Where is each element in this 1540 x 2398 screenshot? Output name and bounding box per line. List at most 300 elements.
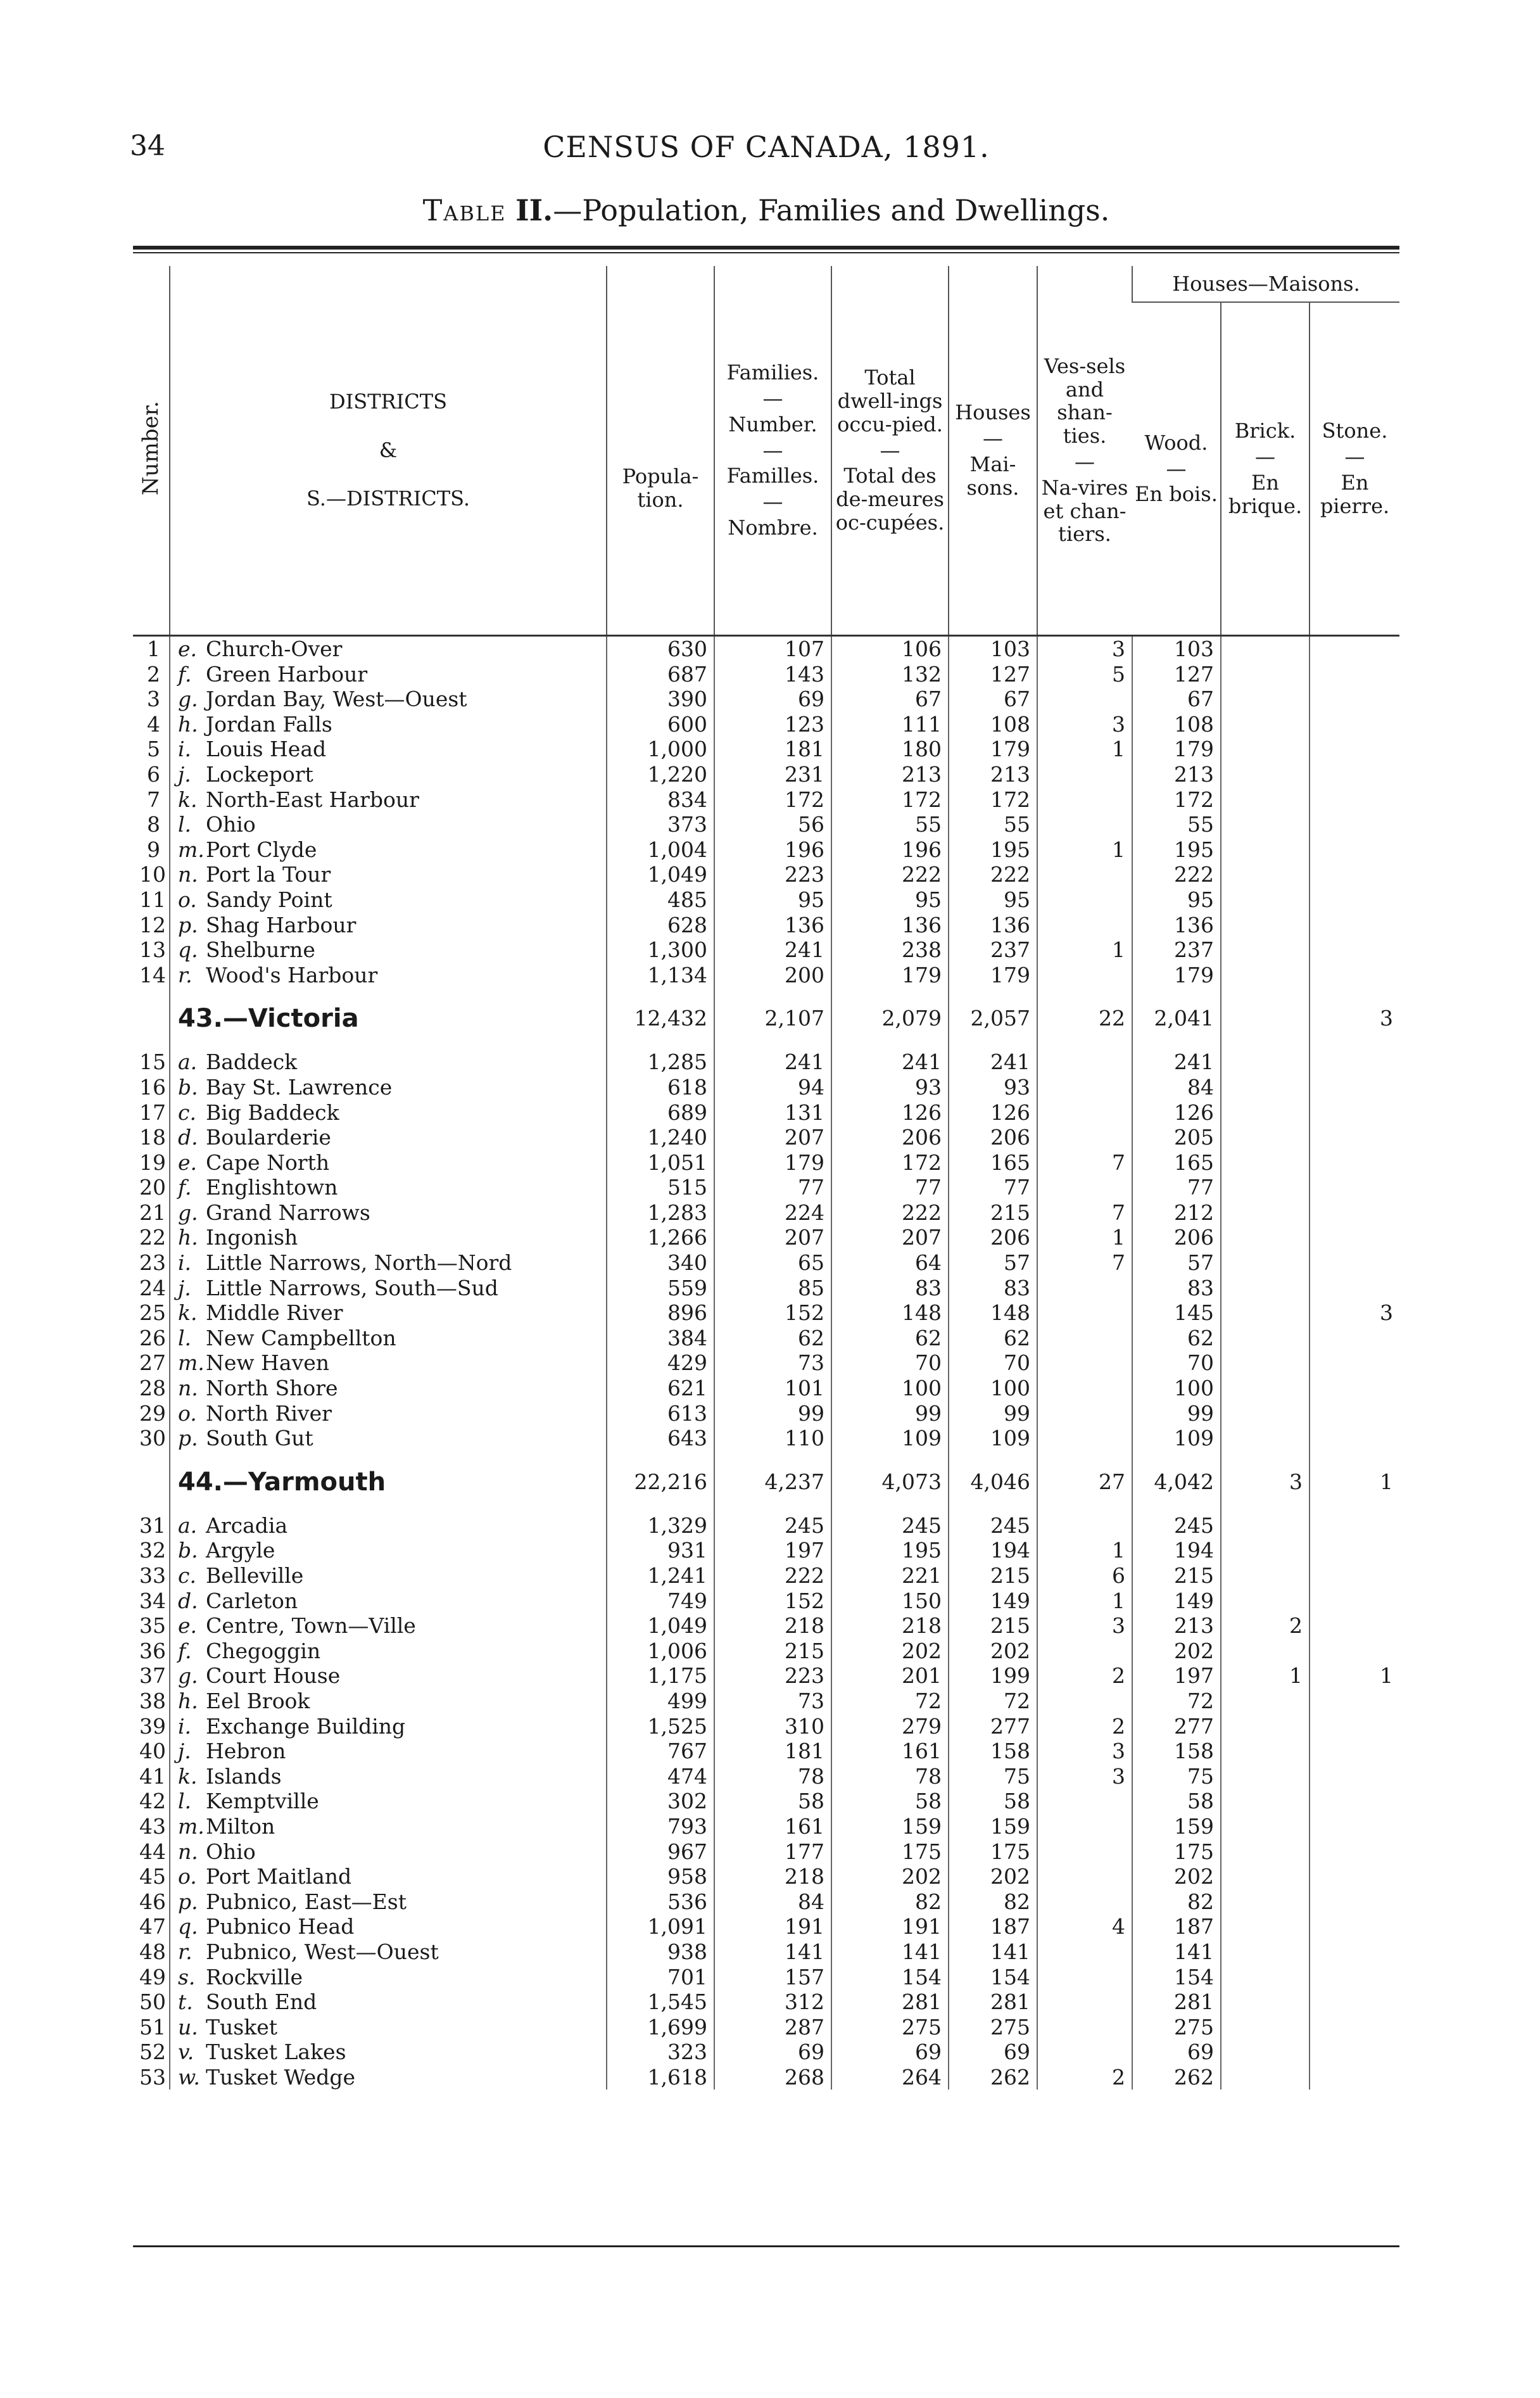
- cell-pop: 1,240: [607, 1125, 714, 1150]
- row-number: 10: [139, 862, 166, 887]
- cell-vessels: 6: [1037, 1563, 1132, 1589]
- row-number: 43: [139, 1813, 166, 1839]
- district-name: [170, 687, 607, 712]
- cell-dwell: 111: [831, 712, 949, 737]
- cell-brick: [1221, 812, 1310, 837]
- cell-pop: 485: [607, 887, 714, 913]
- header-number: Number.: [133, 266, 170, 636]
- cell-stone: [1310, 1864, 1399, 1889]
- cell-pop: 643: [607, 1426, 714, 1451]
- row-number: 34: [139, 1588, 166, 1613]
- cell-wood: 127: [1132, 662, 1221, 687]
- cell-vessels: 5: [1037, 662, 1132, 687]
- cell-stone: [1310, 1250, 1399, 1276]
- subdistrict-name: Louis Head: [206, 737, 327, 762]
- cell-dwell: 99: [831, 1401, 949, 1426]
- cell-fam: 99: [714, 1401, 831, 1426]
- cell-brick: [1221, 1739, 1310, 1764]
- district-name: [170, 1764, 607, 1789]
- header-districts-amp: &: [379, 438, 398, 462]
- subdistrict-name: Big Baddeck: [206, 1100, 339, 1125]
- table-body: [133, 636, 1399, 2090]
- district-name: [170, 1300, 607, 1326]
- cell-vessels: 1: [1037, 937, 1132, 963]
- row-number: 11: [139, 887, 166, 912]
- cell-vessels: [1037, 1989, 1132, 2015]
- subdistrict-letter: l.: [178, 1325, 192, 1350]
- cell-fam: 131: [714, 1100, 831, 1126]
- cell-dwell: 241: [831, 1050, 949, 1075]
- subdistrict-name: Argyle: [206, 1538, 275, 1563]
- cell-pop: 1,241: [607, 1563, 714, 1589]
- cell-vessels: 2: [1037, 2065, 1132, 2090]
- cell-houses: 222: [949, 862, 1037, 887]
- cell-vessels: 7: [1037, 1250, 1132, 1276]
- cell-houses: 215: [949, 1563, 1037, 1589]
- cell-dwell: 77: [831, 1175, 949, 1200]
- row-number: 30: [139, 1426, 166, 1451]
- cell-dwell: 58: [831, 1789, 949, 1814]
- cell-wood: 187: [1132, 1914, 1221, 1939]
- subdistrict-name: Rockville: [206, 1964, 303, 1989]
- cell-dwell: 202: [831, 1639, 949, 1664]
- table-row: [133, 1689, 1399, 1714]
- subdistrict-name: Exchange Building: [206, 1713, 406, 1739]
- table-row: [133, 1150, 1399, 1176]
- cell-stone: [1310, 1175, 1399, 1200]
- cell-brick: [1221, 1789, 1310, 1814]
- subdistrict-letter: k.: [178, 1300, 198, 1326]
- cell-stone: [1310, 787, 1399, 813]
- district-name: [170, 937, 607, 963]
- cell-fam: 312: [714, 1989, 831, 2015]
- row-number: 39: [139, 1713, 166, 1739]
- cell-fam: 152: [714, 1589, 831, 1614]
- cell-brick: [1221, 887, 1310, 913]
- census-table: [133, 266, 1399, 2090]
- cell-fam: 215: [714, 1639, 831, 1664]
- subdistrict-letter: e.: [178, 637, 198, 661]
- cell-pop: 384: [607, 1326, 714, 1351]
- cell-dwell: 180: [831, 737, 949, 762]
- cell-dwell: 238: [831, 937, 949, 963]
- cell-pop: 1,006: [607, 1639, 714, 1664]
- district-total-row: [133, 987, 1399, 1050]
- cell-wood: 75: [1132, 1764, 1221, 1789]
- table-row: [133, 2065, 1399, 2090]
- district-name: [170, 1125, 607, 1150]
- cell-brick: [1221, 1401, 1310, 1426]
- cell-brick: [1221, 2040, 1310, 2065]
- row-number: 36: [139, 1638, 166, 1663]
- cell-stone: [1310, 837, 1399, 863]
- cell-pop: 600: [607, 712, 714, 737]
- cell-brick: [1221, 1639, 1310, 1664]
- cell-dwell: 175: [831, 1839, 949, 1865]
- district-name: [170, 1100, 607, 1126]
- cell-stone: [1310, 662, 1399, 687]
- cell-brick: [1221, 1175, 1310, 1200]
- table-row: [133, 737, 1399, 762]
- row-number: 32: [139, 1538, 166, 1563]
- district-name: [170, 636, 607, 662]
- subdistrict-name: Baddeck: [206, 1050, 298, 1075]
- table-row: [133, 1200, 1399, 1226]
- cell-brick: [1221, 2015, 1310, 2040]
- header-stone: Stone. — En pierre.: [1310, 302, 1399, 636]
- cell-houses: 57: [949, 1250, 1037, 1276]
- row-number: 48: [139, 1939, 166, 1964]
- cell-stone: 3: [1310, 1300, 1399, 1326]
- district-name: [170, 1075, 607, 1100]
- cell-houses: 281: [949, 1989, 1037, 2015]
- cell-stone: [1310, 862, 1399, 887]
- cell-houses: 67: [949, 687, 1037, 712]
- district-name: [170, 1426, 607, 1451]
- district-name: [170, 737, 607, 762]
- cell-stone: [1310, 887, 1399, 913]
- cell-stone: [1310, 1426, 1399, 1451]
- cell-brick: [1221, 837, 1310, 863]
- cell-houses: 159: [949, 1814, 1037, 1839]
- district-name: [170, 712, 607, 737]
- cell-pop: 896: [607, 1300, 714, 1326]
- cell-houses: 103: [949, 636, 1037, 662]
- district-name: [170, 1150, 607, 1176]
- subdistrict-name: Wood's Harbour: [206, 962, 378, 987]
- row-number: 35: [139, 1613, 166, 1639]
- cell-dwell: 172: [831, 787, 949, 813]
- cell-pop: 1,545: [607, 1989, 714, 2015]
- cell-wood: 62: [1132, 1326, 1221, 1351]
- cell-brick: [1221, 1376, 1310, 1401]
- cell-wood: 277: [1132, 1714, 1221, 1739]
- cell-fam: 287: [714, 2015, 831, 2040]
- row-number: 44: [139, 1839, 166, 1864]
- cell-vessels: [1037, 887, 1132, 913]
- cell-houses: 62: [949, 1326, 1037, 1351]
- cell-pop: 302: [607, 1789, 714, 1814]
- cell-fam: 123: [714, 712, 831, 737]
- cell-stone: [1310, 1939, 1399, 1965]
- cell-houses: 206: [949, 1225, 1037, 1250]
- cell-vessels: [1037, 1426, 1132, 1451]
- subdistrict-letter: r.: [178, 962, 192, 987]
- subdistrict-name: Middle River: [206, 1300, 343, 1326]
- subdistrict-letter: f.: [178, 1638, 192, 1663]
- cell-brick: [1221, 1050, 1310, 1075]
- table-row: [133, 1513, 1399, 1538]
- cell-vessels: [1037, 762, 1132, 787]
- cell-stone: [1310, 1689, 1399, 1714]
- table-row: [133, 1426, 1399, 1451]
- subdistrict-name: Pubnico Head: [206, 1914, 355, 1939]
- subdistrict-name: Shag Harbour: [206, 912, 357, 937]
- subdistrict-name: North-East Harbour: [206, 787, 419, 812]
- subdistrict-letter: a.: [178, 1513, 198, 1538]
- subdistrict-name: 44.—Yarmouth: [178, 1467, 386, 1497]
- table-row: [133, 1714, 1399, 1739]
- cell-pop: 1,329: [607, 1513, 714, 1538]
- row-number: 4: [147, 711, 160, 737]
- cell-houses: 187: [949, 1914, 1037, 1939]
- cell-wood: 149: [1132, 1589, 1221, 1614]
- cell-brick: [1221, 1814, 1310, 1839]
- cell-stone: 3: [1310, 987, 1399, 1050]
- district-name: [170, 1200, 607, 1226]
- cell-fam: 107: [714, 636, 831, 662]
- cell-brick: [1221, 1563, 1310, 1589]
- cell-fam: 78: [714, 1764, 831, 1789]
- subdistrict-name: New Haven: [206, 1350, 330, 1376]
- subdistrict-letter: m.: [178, 837, 205, 862]
- cell-wood: 159: [1132, 1814, 1221, 1839]
- cell-vessels: [1037, 812, 1132, 837]
- cell-stone: [1310, 1965, 1399, 1990]
- cell-houses: 2,057: [949, 987, 1037, 1050]
- cell-houses: 215: [949, 1613, 1037, 1639]
- table-row: [133, 1764, 1399, 1789]
- cell-stone: [1310, 636, 1399, 662]
- page-number: 34: [130, 130, 165, 162]
- district-name: [170, 963, 607, 988]
- subdistrict-letter: l.: [178, 1789, 192, 1814]
- row-number: 20: [139, 1175, 166, 1200]
- cell-fam: 101: [714, 1376, 831, 1401]
- cell-wood: 165: [1132, 1150, 1221, 1176]
- district-name: [170, 1739, 607, 1764]
- cell-houses: 194: [949, 1538, 1037, 1563]
- cell-dwell: 126: [831, 1100, 949, 1126]
- row-number: 46: [139, 1889, 166, 1914]
- cell-fam: 136: [714, 913, 831, 938]
- cell-vessels: 3: [1037, 712, 1132, 737]
- cell-dwell: 213: [831, 762, 949, 787]
- subdistrict-name: Grand Narrows: [206, 1200, 370, 1225]
- district-name: [170, 762, 607, 787]
- district-name: [170, 1050, 607, 1075]
- table-row: [133, 1789, 1399, 1814]
- cell-dwell: 222: [831, 1200, 949, 1226]
- subdistrict-letter: g.: [178, 687, 198, 712]
- cell-wood: 172: [1132, 787, 1221, 813]
- cell-fam: 241: [714, 1050, 831, 1075]
- cell-stone: [1310, 2015, 1399, 2040]
- district-name: [170, 1350, 607, 1376]
- cell-wood: 212: [1132, 1200, 1221, 1226]
- cell-pop: 1,283: [607, 1200, 714, 1226]
- subdistrict-name: Ohio: [206, 1839, 256, 1864]
- subdistrict-letter: o.: [178, 887, 197, 912]
- row-number: 53: [139, 2064, 166, 2090]
- row-number: 15: [139, 1050, 166, 1075]
- row-number: 5: [147, 737, 160, 762]
- table-row: [133, 1814, 1399, 1839]
- cell-dwell: 218: [831, 1613, 949, 1639]
- row-number: 13: [139, 937, 166, 963]
- cell-pop: 373: [607, 812, 714, 837]
- district-name: [170, 1965, 607, 1990]
- table-row: [133, 913, 1399, 938]
- cell-fam: 197: [714, 1538, 831, 1563]
- cell-brick: [1221, 1864, 1310, 1889]
- cell-vessels: 2: [1037, 1714, 1132, 1739]
- subdistrict-letter: p.: [178, 912, 198, 937]
- header-vessels: Ves-sels and shan-ties. — Na-vires et chan-tiers.: [1037, 266, 1132, 636]
- table-row: [133, 1739, 1399, 1764]
- cell-brick: [1221, 1276, 1310, 1301]
- cell-houses: 58: [949, 1789, 1037, 1814]
- district-name: [170, 1401, 607, 1426]
- cell-brick: [1221, 913, 1310, 938]
- table-row: [133, 963, 1399, 988]
- cell-houses: 215: [949, 1200, 1037, 1226]
- table-row: [133, 837, 1399, 863]
- cell-fam: 69: [714, 687, 831, 712]
- cell-wood: 4,042: [1132, 1451, 1221, 1513]
- row-number: 9: [147, 837, 160, 862]
- subdistrict-name: North Shore: [206, 1376, 338, 1401]
- cell-houses: 99: [949, 1401, 1037, 1426]
- cell-wood: 83: [1132, 1276, 1221, 1301]
- cell-wood: 202: [1132, 1639, 1221, 1664]
- table-row: [133, 762, 1399, 787]
- table-row: [133, 1075, 1399, 1100]
- cell-brick: [1221, 1714, 1310, 1739]
- cell-fam: 222: [714, 1563, 831, 1589]
- cell-wood: 55: [1132, 812, 1221, 837]
- cell-stone: [1310, 1563, 1399, 1589]
- cell-brick: [1221, 1075, 1310, 1100]
- row-number: 24: [139, 1275, 166, 1300]
- cell-vessels: 22: [1037, 987, 1132, 1050]
- row-number: 49: [139, 1964, 166, 1989]
- cell-fam: 94: [714, 1075, 831, 1100]
- subdistrict-name: New Campbellton: [206, 1325, 396, 1350]
- cell-pop: 1,285: [607, 1050, 714, 1075]
- subdistrict-name: Tusket: [206, 2014, 277, 2040]
- row-number: 50: [139, 1989, 166, 2015]
- cell-fam: 73: [714, 1350, 831, 1376]
- cell-stone: [1310, 1225, 1399, 1250]
- cell-wood: 70: [1132, 1350, 1221, 1376]
- cell-dwell: 109: [831, 1426, 949, 1451]
- cell-brick: [1221, 662, 1310, 687]
- cell-wood: 206: [1132, 1225, 1221, 1250]
- row-number: 38: [139, 1688, 166, 1713]
- row-number: 3: [147, 687, 160, 712]
- table-row: [133, 862, 1399, 887]
- subdistrict-letter: j.: [178, 1739, 191, 1764]
- district-name: [170, 1326, 607, 1351]
- table-row: [133, 1538, 1399, 1563]
- cell-stone: [1310, 1326, 1399, 1351]
- subdistrict-name: Ohio: [206, 812, 256, 837]
- cell-pop: 1,049: [607, 862, 714, 887]
- district-name: [170, 1663, 607, 1689]
- row-number: 42: [139, 1789, 166, 1814]
- row-number: 52: [139, 2040, 166, 2065]
- cell-pop: 429: [607, 1350, 714, 1376]
- cell-pop: 689: [607, 1100, 714, 1126]
- table-title: [130, 193, 1403, 227]
- cell-wood: 197: [1132, 1663, 1221, 1689]
- cell-vessels: 7: [1037, 1150, 1132, 1176]
- cell-stone: [1310, 1914, 1399, 1939]
- cell-fam: 181: [714, 1739, 831, 1764]
- subdistrict-letter: d.: [178, 1588, 198, 1613]
- header-houses-group: Houses—Maisons.: [1132, 266, 1399, 302]
- cell-wood: 215: [1132, 1563, 1221, 1589]
- subdistrict-letter: o.: [178, 1400, 197, 1426]
- cell-wood: 67: [1132, 687, 1221, 712]
- subdistrict-letter: c.: [178, 1100, 196, 1125]
- subdistrict-letter: w.: [178, 2064, 200, 2090]
- cell-wood: 202: [1132, 1864, 1221, 1889]
- subdistrict-letter: k.: [178, 787, 198, 812]
- cell-brick: [1221, 1426, 1310, 1451]
- cell-stone: [1310, 1613, 1399, 1639]
- table-row: [133, 636, 1399, 662]
- table-row: [133, 937, 1399, 963]
- cell-dwell: 70: [831, 1350, 949, 1376]
- cell-brick: [1221, 1538, 1310, 1563]
- subdistrict-name: Shelburne: [206, 937, 315, 963]
- subdistrict-letter: j.: [178, 761, 191, 787]
- cell-dwell: 179: [831, 963, 949, 988]
- table-caption: —Population, Families and Dwellings.: [553, 193, 1110, 227]
- cell-pop: 390: [607, 687, 714, 712]
- cell-pop: 1,004: [607, 837, 714, 863]
- cell-houses: 69: [949, 2040, 1037, 2065]
- cell-wood: 108: [1132, 712, 1221, 737]
- table-row: [133, 1326, 1399, 1351]
- cell-brick: [1221, 1989, 1310, 2015]
- subdistrict-letter: i.: [178, 1713, 192, 1739]
- subdistrict-name: Eel Brook: [206, 1688, 310, 1713]
- district-name: [170, 2065, 607, 2090]
- subdistrict-name: 43.—Victoria: [178, 1004, 359, 1034]
- cell-brick: 3: [1221, 1451, 1310, 1513]
- table-row: [133, 1225, 1399, 1250]
- district-name: [170, 1789, 607, 1814]
- row-number: 40: [139, 1739, 166, 1764]
- subdistrict-letter: n.: [178, 1839, 198, 1864]
- subdistrict-name: Little Narrows, North—Nord: [206, 1250, 512, 1276]
- subdistrict-name: Little Narrows, South—Sud: [206, 1275, 498, 1300]
- cell-brick: [1221, 1200, 1310, 1226]
- district-name: [170, 1639, 607, 1664]
- cell-pop: 621: [607, 1376, 714, 1401]
- subdistrict-letter: b.: [178, 1538, 198, 1563]
- district-name: [170, 1689, 607, 1714]
- cell-dwell: 201: [831, 1663, 949, 1689]
- cell-fam: 191: [714, 1914, 831, 1939]
- cell-dwell: 196: [831, 837, 949, 863]
- cell-vessels: 1: [1037, 1589, 1132, 1614]
- cell-houses: 93: [949, 1075, 1037, 1100]
- cell-houses: 206: [949, 1125, 1037, 1150]
- cell-pop: 613: [607, 1401, 714, 1426]
- subdistrict-letter: s.: [178, 1964, 196, 1989]
- cell-vessels: 3: [1037, 1613, 1132, 1639]
- subdistrict-name: Port Maitland: [206, 1864, 352, 1889]
- cell-dwell: 141: [831, 1939, 949, 1965]
- cell-dwell: 82: [831, 1889, 949, 1915]
- subdistrict-letter: f.: [178, 661, 192, 687]
- cell-vessels: [1037, 1276, 1132, 1301]
- subdistrict-letter: f.: [178, 1175, 192, 1200]
